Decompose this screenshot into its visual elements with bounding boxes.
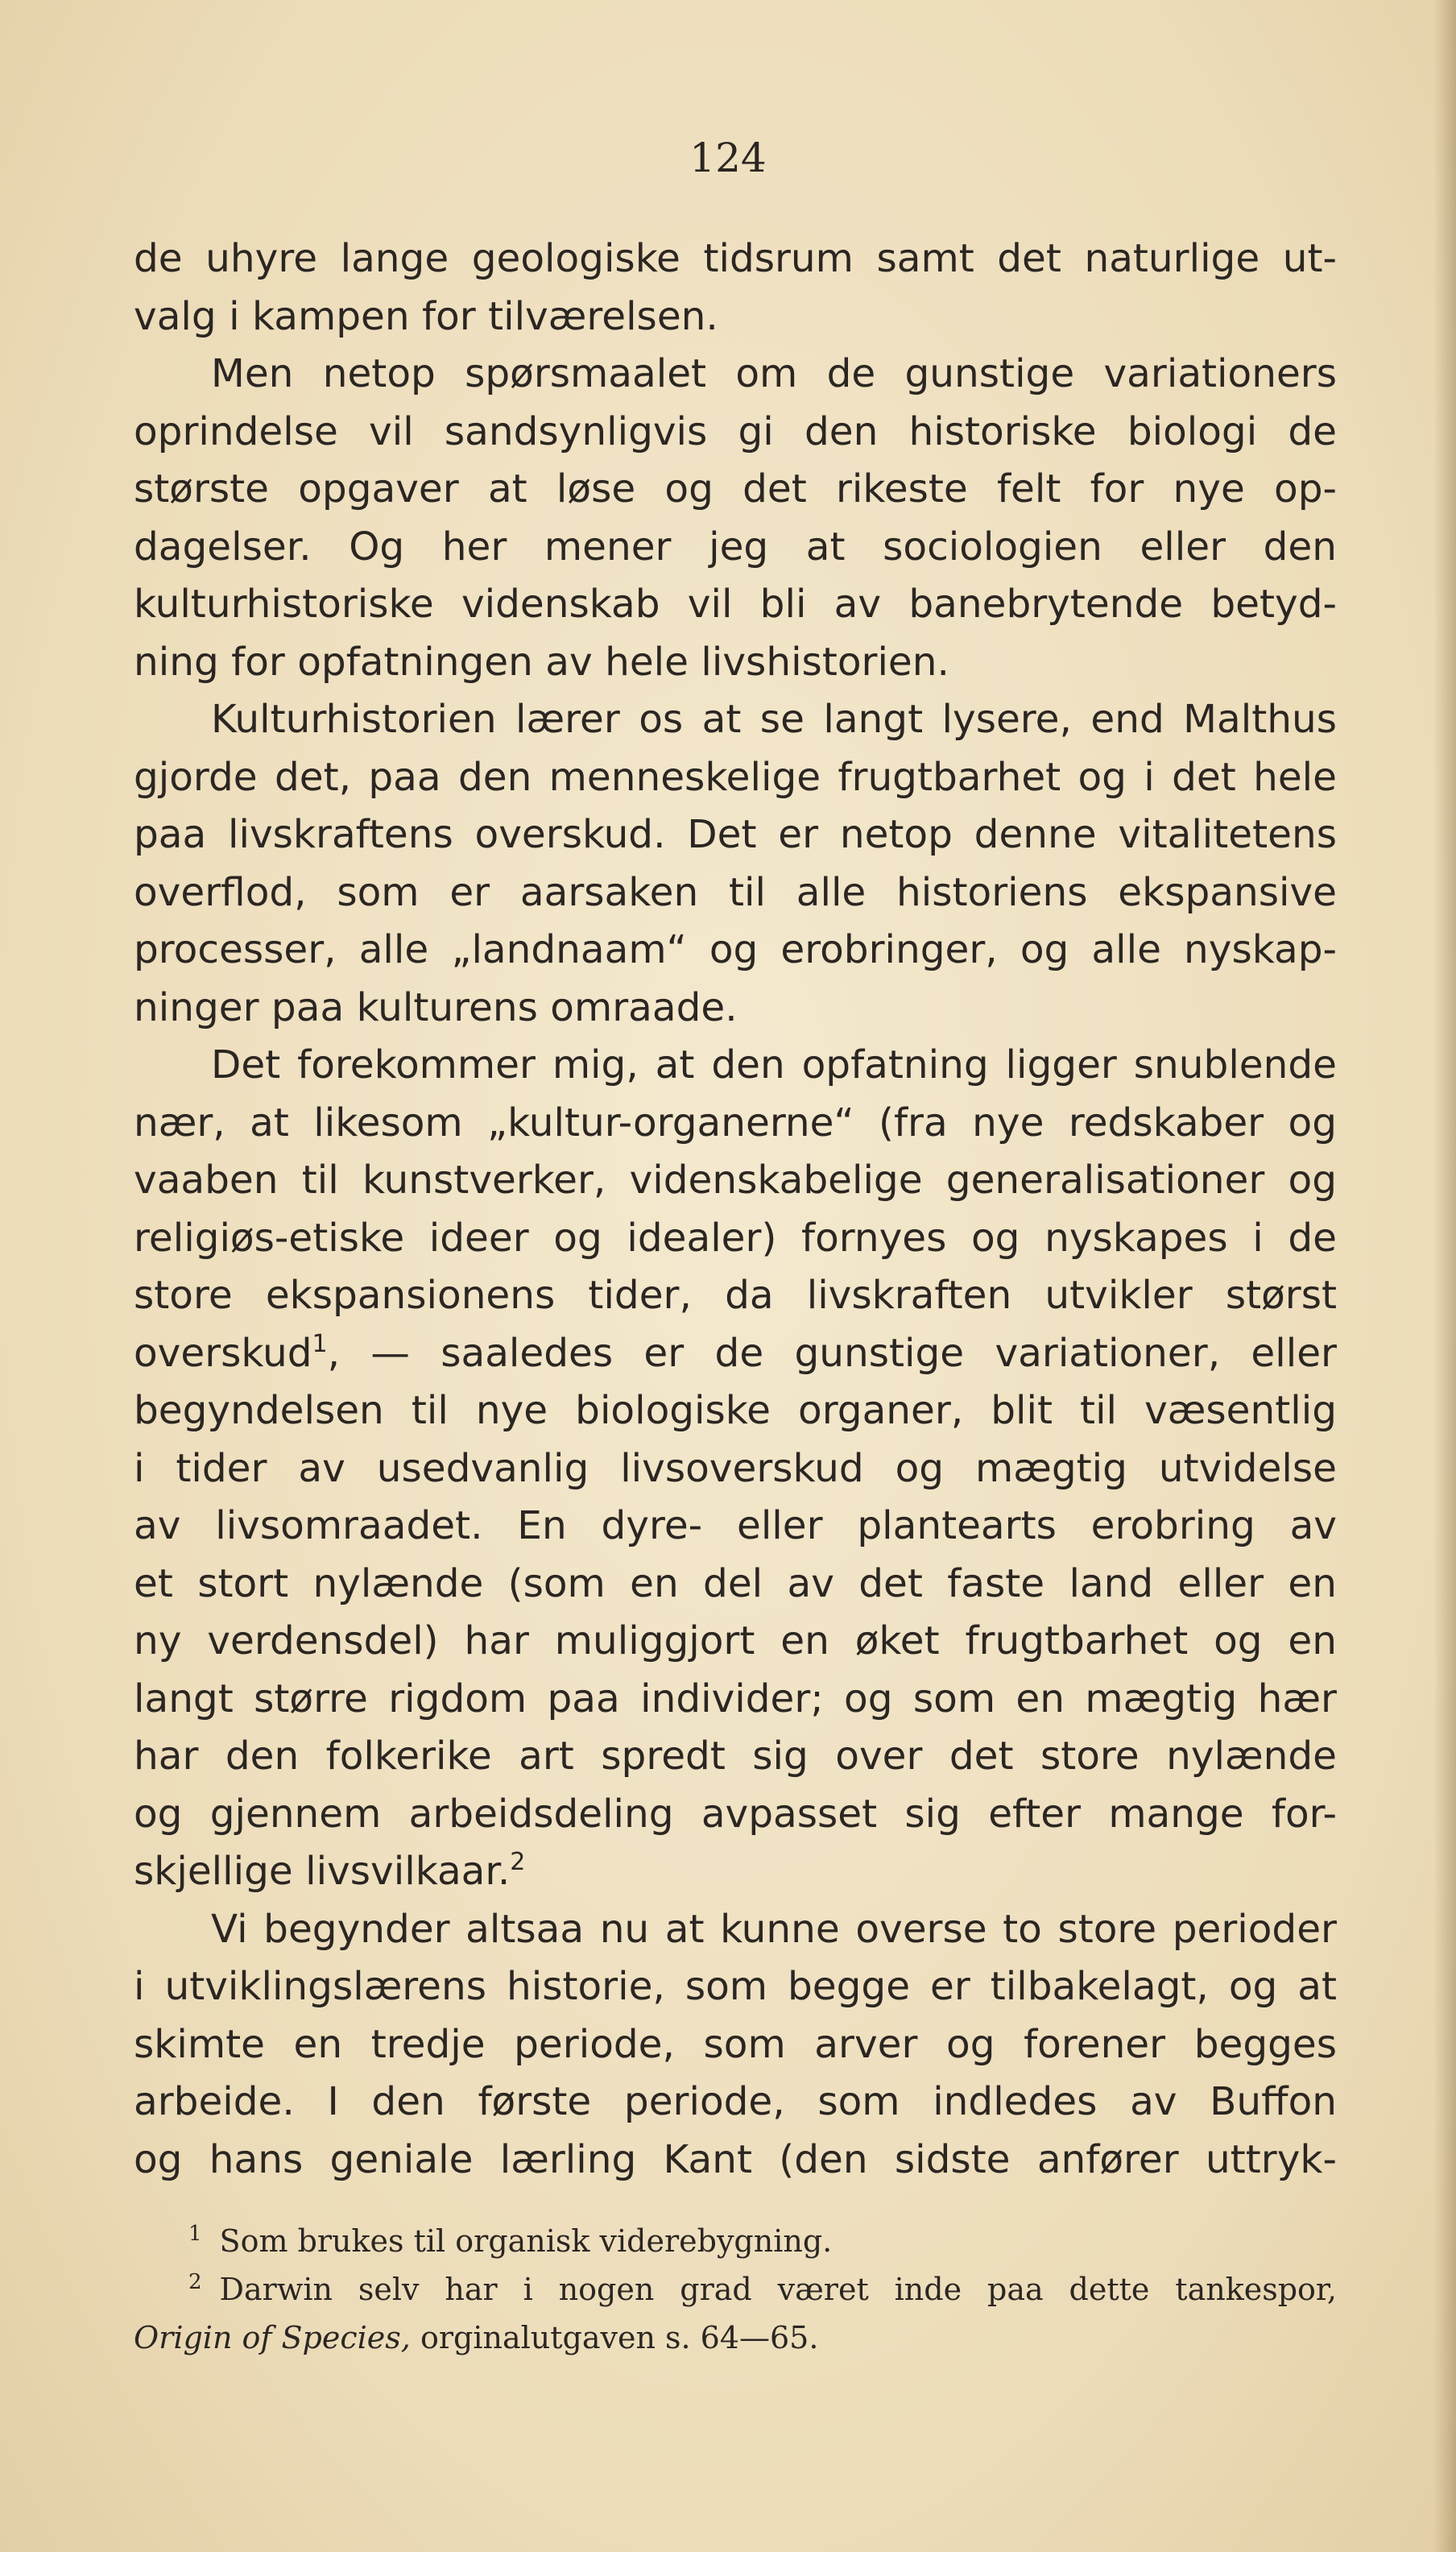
text-line-content: de uhyre lange geologiske tidsrum samt det naturlige ut- <box>134 236 1337 281</box>
footnotes <box>134 2217 1337 2362</box>
text-line <box>134 1786 1337 1844</box>
text-line-content: overflod, som er aarsaken til alle historiens ekspansive <box>134 869 1337 915</box>
text-line-content: i utviklingslærens historie, som begge er tilbakelagt, og at <box>134 1964 1337 2009</box>
text-line <box>134 2016 1337 2074</box>
text-line-content: Men netop spørsmaalet om de gunstige variationers <box>211 351 1337 396</box>
text-line-content: Vi begynder altsaa nu at kunne overse to store perioder <box>211 1906 1337 1952</box>
footnote-1-text: Som brukes til organisk viderebygning. <box>219 2223 833 2259</box>
text-line <box>134 1671 1337 1729</box>
text-line <box>134 1267 1337 1325</box>
text-line <box>134 1498 1337 1556</box>
text-line <box>134 461 1337 519</box>
text-line <box>134 1728 1337 1786</box>
text-line <box>134 691 1337 749</box>
footnote-reference: 2 <box>510 1848 526 1876</box>
footnote-2-edition: orginalutgaven s. 64—65. <box>410 2320 819 2355</box>
text-line-content: og hans geniale lærling Kant (den sidste anfører uttryk- <box>134 2136 1337 2182</box>
text-line-content: store ekspansionens tider, da livskraften utvikler størst <box>134 1273 1337 1318</box>
text-line-content: gjorde det, paa den menneskelige frugtbarhet og i det hele <box>134 754 1337 800</box>
text-line-content: Kulturhistorien lærer os at se langt lysere, end Malthus <box>211 697 1337 742</box>
text-line <box>134 1556 1337 1614</box>
page-edge-shadow <box>1433 0 1456 2552</box>
text-line-content: nær, at likesom „kultur-organerne“ (fra nye redskaber og <box>134 1100 1337 1146</box>
text-line <box>134 1325 1337 1383</box>
text-line <box>134 749 1337 807</box>
text-line-content: overskud <box>134 1330 312 1376</box>
text-line-content: arbeide. I den første periode, som indledes av Buffon <box>134 2079 1337 2124</box>
text-line <box>134 634 1337 692</box>
text-line-content: begyndelsen til nye biologiske organer, blit til væsentlig <box>134 1388 1337 1433</box>
text-line <box>134 288 1337 346</box>
text-line <box>134 1440 1337 1498</box>
text-line <box>134 576 1337 634</box>
body-text <box>134 230 1337 2189</box>
text-line <box>134 1210 1337 1268</box>
text-line-content-after: , — saaledes er de gunstige variationer, eller <box>327 1330 1337 1376</box>
text-line <box>134 1613 1337 1671</box>
footnote-2 <box>134 2265 1337 2314</box>
text-line-content: paa livskraftens overskud. Det er netop denne vitalitetens <box>134 812 1337 857</box>
footnote-2-book-title: Origin of Species, <box>134 2320 411 2355</box>
footnote-2-mark: 2 <box>188 2270 202 2294</box>
footnote-2-text: Darwin selv har i nogen grad været inde paa dette tankespor, <box>219 2272 1337 2307</box>
text-line <box>134 922 1337 980</box>
text-line-content: kulturhistoriske videnskab vil bli av banebrytende betyd- <box>134 582 1337 627</box>
text-line-content: valg i kampen for tilværelsen. <box>134 293 718 339</box>
text-line <box>134 230 1337 288</box>
footnote-1 <box>134 2217 1337 2265</box>
text-line <box>134 2132 1337 2190</box>
footnote-1-mark: 1 <box>188 2222 202 2246</box>
text-line <box>134 519 1337 577</box>
text-line-content: av livsomraadet. En dyre- eller plantearts erobring av <box>134 1503 1337 1548</box>
text-line-content: har den folkerike art spredt sig over det store nylænde <box>134 1734 1337 1779</box>
text-line-content: vaaben til kunstverker, videnskabelige generalisationer og <box>134 1158 1337 1203</box>
text-line-content: religiøs-etiske ideer og idealer) fornyes og nyskapes i de <box>134 1215 1337 1261</box>
text-line <box>134 980 1337 1038</box>
footnote-reference: 1 <box>312 1329 328 1358</box>
text-line-content: skjellige livsvilkaar. <box>134 1849 511 1894</box>
text-line <box>134 1095 1337 1153</box>
text-line-content: et stort nylænde (som en del av det faste land eller en <box>134 1560 1337 1606</box>
text-line-content: i tider av usedvanlig livsoverskud og mægtig utvidelse <box>134 1445 1337 1491</box>
text-line <box>134 864 1337 922</box>
text-line <box>134 1958 1337 2016</box>
text-line-content: og gjennem arbeidsdeling avpasset sig efter mange for- <box>134 1791 1337 1837</box>
page-number: 124 <box>689 135 767 181</box>
text-line-content: langt større rigdom paa individer; og som en mægtig hær <box>134 1676 1337 1721</box>
text-line <box>134 806 1337 864</box>
text-line-content: ning for opfatningen av hele livshistorien. <box>134 639 949 685</box>
text-line <box>134 1843 1337 1901</box>
text-line-content: Det forekommer mig, at den opfatning ligger snublende <box>211 1042 1337 1088</box>
text-line <box>134 1901 1337 1959</box>
text-line-content: oprindelse vil sandsynligvis gi den historiske biologi de <box>134 408 1337 454</box>
text-line <box>134 1382 1337 1440</box>
text-line <box>134 1037 1337 1095</box>
text-line-content: ninger paa kulturens omraade. <box>134 984 738 1030</box>
text-line-content: ny verdensdel) har muliggjort en øket frugtbarhet og en <box>134 1618 1337 1663</box>
text-line-content: dagelser. Og her mener jeg at sociologien eller den <box>134 524 1337 570</box>
text-line <box>134 346 1337 404</box>
text-line-content: processer, alle „landnaam“ og erobringer, og alle nyskap- <box>134 927 1337 972</box>
text-line <box>134 404 1337 462</box>
text-line-content: skimte en tredje periode, som arver og forener begges <box>134 2021 1337 2067</box>
text-line <box>134 2074 1337 2132</box>
footnote-2-continuation <box>134 2314 1337 2362</box>
text-line-content: største opgaver at løse og det rikeste felt for nye op- <box>134 466 1337 512</box>
text-line <box>134 1152 1337 1210</box>
